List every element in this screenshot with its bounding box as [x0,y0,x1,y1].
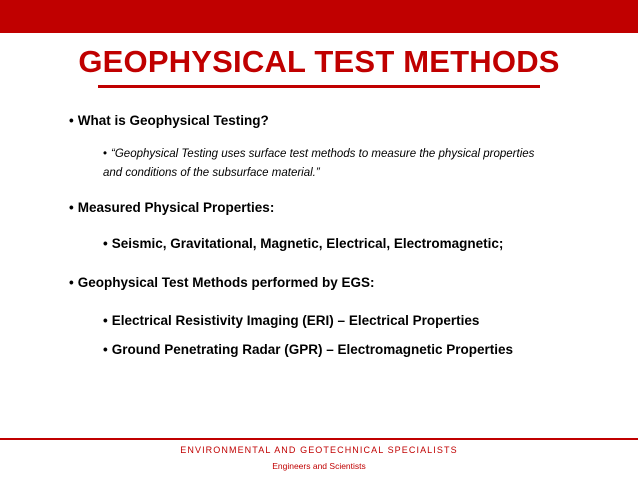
slide-title: GEOPHYSICAL TEST METHODS [78,44,560,79]
quote-line-2: and conditions of the subsurface material.” [103,167,320,179]
bullet-text: Ground Penetrating Radar (GPR) – Electromagnetic Properties [111,342,514,357]
bullet-dot: • [69,200,74,215]
footer-tagline: Engineers and Scientists [272,461,366,471]
bullet-dot: • [103,342,108,357]
definition-quote [103,145,534,183]
bullet-dot: • [69,113,74,128]
bullet-dot: • [103,313,108,328]
bullet-gpr [103,342,513,357]
quote-line-1: • “Geophysical Testing uses surface test methods to measure the physical properties [103,148,535,160]
bullet-text: Electrical Resistivity Imaging (ERI) – Electrical Properties [111,313,480,328]
bullet-property-list [103,236,503,251]
bullet-dot: • [103,236,108,251]
bullet-methods-performed [69,275,375,290]
bullet-text: Seismic, Gravitational, Magnetic, Electrical, Electromagnetic; [111,236,504,251]
bullet-text: Geophysical Test Methods performed by EGS: [77,275,375,290]
footer-divider [0,438,638,440]
bullet-dot: • [103,148,108,160]
bullet-eri [103,313,479,328]
bullet-text: What is Geophysical Testing? [77,113,269,128]
bullet-text: Measured Physical Properties: [77,200,275,215]
bullet-dot: • [69,275,74,290]
bullet-what-is-geophysical-testing [69,113,269,128]
footer-company-name: ENVIRONMENTAL AND GEOTECHNICAL SPECIALISTS [180,445,458,455]
bullet-measured-properties [69,200,274,215]
